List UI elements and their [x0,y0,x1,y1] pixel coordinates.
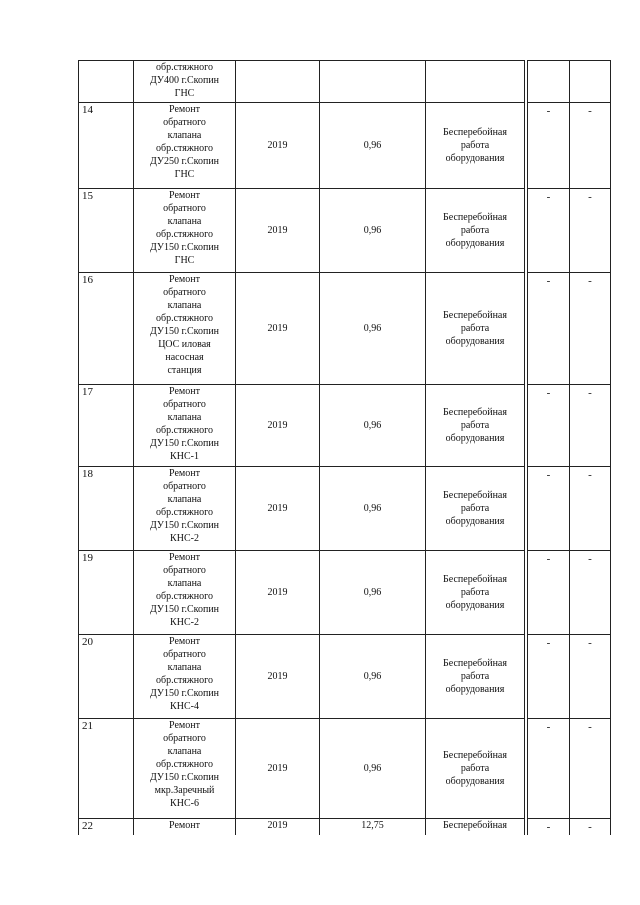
row-number: 14 [79,103,134,189]
table-row [79,819,611,835]
table-row [79,385,611,467]
value-col-1: - [528,635,570,719]
table-row [79,551,611,635]
value-col-2: - [570,273,611,385]
row-number: 18 [79,467,134,551]
work-name [134,635,236,719]
work-cost: 0,96 [320,189,426,273]
value-col-2: - [570,467,611,551]
work-year: 2019 [236,635,320,719]
work-result [426,189,525,273]
work-name [134,385,236,467]
work-result-text: Бесперебойная работа оборудования [443,490,507,527]
value-col-2 [570,61,611,103]
work-result-text: Бесперебойная работа оборудования [443,212,507,249]
value-col-1: - [528,385,570,467]
work-cost: 12,75 [320,819,426,835]
work-name-text: Ремонт обратного клапана обр.стяжного ДУ150 г.Скопин КНС-1 [149,386,220,462]
work-year: 2019 [236,819,320,835]
value-col-1: - [528,189,570,273]
work-name [134,467,236,551]
work-cost: 0,96 [320,385,426,467]
value-col-1: - [528,103,570,189]
row-number: 15 [79,189,134,273]
works-table [78,60,611,835]
value-col-2: - [570,819,611,835]
value-col-2: - [570,635,611,719]
value-col-2: - [570,385,611,467]
work-result-text: Бесперебойная работа оборудования [443,407,507,444]
work-cost: 0,96 [320,103,426,189]
work-cost [320,61,426,103]
table-row [79,635,611,719]
work-name-text: Ремонт обратного клапана обр.стяжного ДУ150 г.Скопин КНС-4 [149,636,220,712]
value-col-2: - [570,551,611,635]
work-result-text: Бесперебойная работа оборудования [443,310,507,347]
work-year: 2019 [236,189,320,273]
value-col-2: - [570,189,611,273]
work-year [236,61,320,103]
value-col-1: - [528,467,570,551]
work-name-text: Ремонт обратного клапана обр.стяжного ДУ150 г.Скопин КНС-2 [149,468,220,544]
work-name-text: Ремонт [169,820,200,831]
table-row [79,467,611,551]
work-cost: 0,96 [320,551,426,635]
work-result-text: Бесперебойная работа оборудования [443,127,507,164]
work-name-text: Ремонт обратного клапана обр.стяжного ДУ250 г.Скопин ГНС [149,104,220,180]
row-number: 20 [79,635,134,719]
work-result [426,467,525,551]
work-name [134,551,236,635]
work-result-text: Бесперебойная [443,820,507,831]
work-name-text: обр.стяжного ДУ400 г.Скопин ГНС [149,62,220,99]
row-number: 16 [79,273,134,385]
row-number: 22 [79,819,134,835]
work-name-text: Ремонт обратного клапана обр.стяжного ДУ150 г.Скопин ГНС [149,190,220,266]
work-result-text: Бесперебойная работа оборудования [443,750,507,787]
work-name [134,61,236,103]
work-result [426,385,525,467]
work-cost: 0,96 [320,635,426,719]
work-name [134,189,236,273]
work-cost: 0,96 [320,273,426,385]
row-number [79,61,134,103]
table-row [79,189,611,273]
work-result [426,61,525,103]
work-name-text: Ремонт обратного клапана обр.стяжного ДУ150 г.Скопин ЦОС иловая насосная станция [149,274,220,376]
work-year: 2019 [236,719,320,819]
work-result-text: Бесперебойная работа оборудования [443,574,507,611]
value-col-2: - [570,719,611,819]
row-number: 17 [79,385,134,467]
table-row [79,719,611,819]
work-result [426,719,525,819]
work-result [426,103,525,189]
work-name [134,273,236,385]
work-name [134,719,236,819]
work-result [426,551,525,635]
work-year: 2019 [236,385,320,467]
value-col-1 [528,61,570,103]
work-name-text: Ремонт обратного клапана обр.стяжного ДУ150 г.Скопин мкр.Заречный КНС-6 [149,720,220,809]
work-result [426,273,525,385]
value-col-1: - [528,719,570,819]
table-row [79,103,611,189]
work-name [134,103,236,189]
work-name-text: Ремонт обратного клапана обр.стяжного ДУ150 г.Скопин КНС-2 [149,552,220,628]
work-year: 2019 [236,273,320,385]
work-year: 2019 [236,551,320,635]
work-cost: 0,96 [320,719,426,819]
work-name [134,819,236,835]
value-col-1: - [528,273,570,385]
value-col-1: - [528,551,570,635]
work-year: 2019 [236,467,320,551]
work-result [426,819,525,835]
row-number: 19 [79,551,134,635]
table-row [79,273,611,385]
row-number: 21 [79,719,134,819]
value-col-1: - [528,819,570,835]
work-cost: 0,96 [320,467,426,551]
work-result-text: Бесперебойная работа оборудования [443,658,507,695]
work-result [426,635,525,719]
work-year: 2019 [236,103,320,189]
value-col-2: - [570,103,611,189]
table-row [79,61,611,103]
